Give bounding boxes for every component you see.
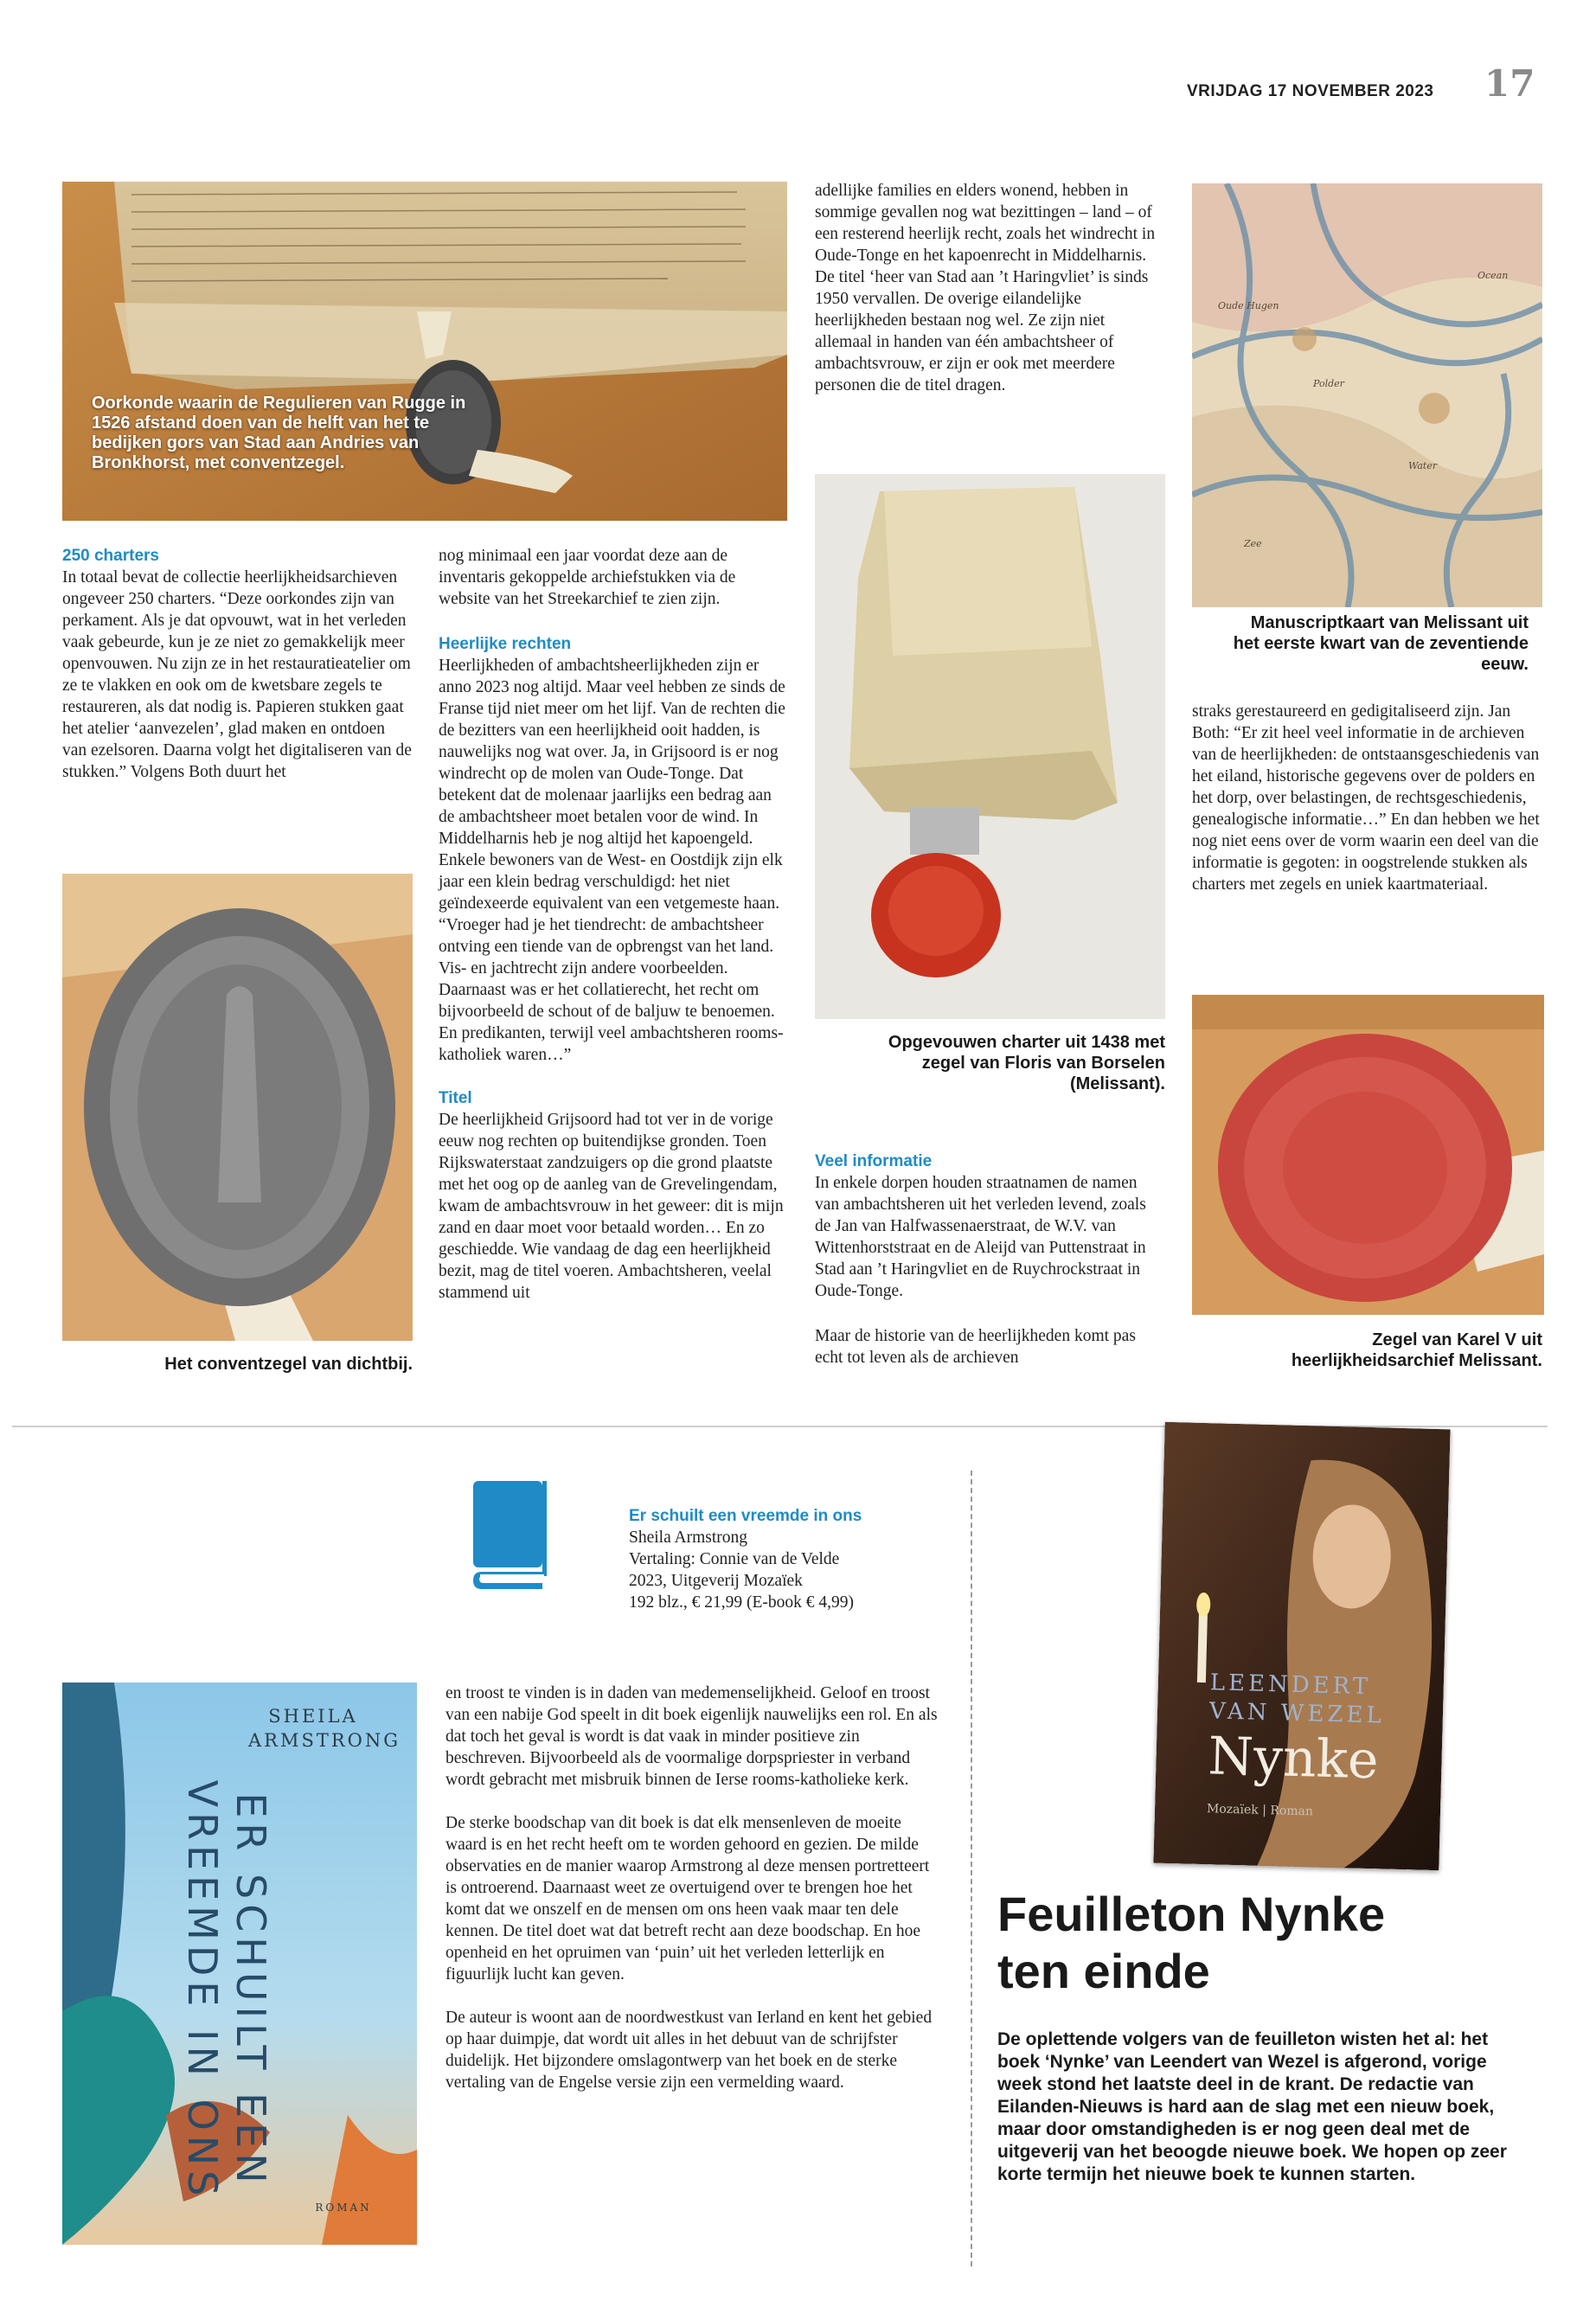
- map-label-4: Water: [1408, 460, 1438, 471]
- armstrong-cover-title: ER SCHUILT EEN VREEMDE IN ONS: [179, 1779, 274, 2202]
- folded-charter-caption: Opgevouwen charter uit 1438 met zegel van Floris van Borselen (Melissant).: [888, 1033, 1165, 1093]
- map-label-5: Zee: [1244, 538, 1262, 549]
- nynke-cover-publisher: Mozaïek | Roman: [1206, 1802, 1314, 1819]
- nynke-headline-line-1: Feuilleton Nynke: [997, 1887, 1386, 1941]
- melissant-map: [1192, 183, 1542, 607]
- nynke-book-cover: [1153, 1422, 1450, 1870]
- nynke-lead: De oplettende volgers van de feuilleton wisten het al: het boek ‘Nynke’ van Leendert van Wezel is afgerond, vorige week stond het laatste deel in de krant. De redactie van Eilanden-Nieuws is hard aan de slag met een nieuw boek, maar door omstandigheden is er nog geen deal met de uitgeverij van het beoogde nieuwe boek. We hopen op zeer korte termijn het nieuwe boek te kunnen starten.: [997, 2029, 1507, 2184]
- review-paragraph-1: en troost te vinden is in daden van medemenselijkheid. Geloof en troost van een nabije God speelt in dit boek eigenlijk nauwelijks een rol. En als dat toch het geval is wordt is dat vaak in minder positieve zin beschreven. Bijvoorbeeld als de voormalige dorpspriester in verband wordt gebracht met misbruik binnen de Ierse rooms-katholieke kerk.: [445, 1684, 938, 1789]
- nynke-headline: [997, 1886, 1516, 2000]
- karel-seal-photo: [1192, 995, 1544, 1315]
- nynke-headline-line-2: ten einde: [997, 1944, 1210, 1998]
- col3-text-1: In enkele dorpen houden straatnamen de namen van ambachtsheren uit het verleden levend, zoals de Jan van Halfwassenaerstraat, de W.V. van Wittenhorststraat en de Aleijd van Puttenstraat in Stad aan ’t Haringvliet en de Ruychrockstraat in Oude-Tonge.: [815, 1174, 1146, 1300]
- col3-text-2: Maar de historie van de heerlijkheden komt pas echt tot leven als de archieven: [815, 1327, 1136, 1367]
- review-paragraph-2: De sterke boodschap van dit boek is dat elk mensenleven de moeite waard is en het recht heeft om te worden gehoord en gezien. De milde observaties en de manier waarop Armstrong al deze mensen portretteert is ontroerend. Daarnaast weet ze overtuigend over te brengen hoe het komt dat we onszelf en de mensen om ons heen vaak maar ten dele kennen. De titel doet wat dat betreft recht aan deze boodschap. En hoe openheid en het opruimen van ‘puin’ uit het verleden letterlijk en figuurlijk lucht kan geven.: [445, 1814, 930, 1984]
- review-details: 192 blz., € 21,99 (E-book € 4,99): [629, 1593, 854, 1612]
- charter-photo-caption: Oorkonde waarin de Regulieren van Rugge in 1526 afstand doen van de helft van het te bedijken gors van Stad aan Andries van Bronkhorst, met conventzegel.: [92, 394, 466, 472]
- seal-closeup-photo: [62, 874, 413, 1341]
- review-paragraph-3: De auteur is woont aan de noordwestkust van Ierland en kent het gebied op haar duimpje, dat wordt uit alles in het debuut van de schrijfster duidelijk. Het bijzondere omslagontwerp van het boek en de sterke vertaling van de Engelse versie zijn een vermelding waard.: [445, 2009, 933, 2092]
- charter-photo: [62, 182, 787, 521]
- review-author: Sheila Armstrong: [629, 1529, 748, 1547]
- subhead-veel-informatie: Veel informatie: [815, 1152, 933, 1170]
- col2-text-1: nog minimaal een jaar voordat deze aan de inventaris gekoppelde archiefstukken via de website van het Streekarchief te zien zijn.: [439, 547, 736, 608]
- review-publisher: 2023, Uitgeverij Mozaïek: [629, 1572, 803, 1590]
- subhead-titel: Titel: [439, 1089, 472, 1107]
- subhead-heerlijke-rechten: Heerlijke rechten: [439, 635, 572, 653]
- book-icon: [465, 1481, 551, 1589]
- nynke-cover-title: Nynke: [1207, 1726, 1380, 1791]
- col4-text: straks gerestaureerd en gedigitaliseerd zijn. Jan Both: “Er zit heel veel informatie in de archieven van de heerlijkheden: de ontstaansgeschiedenis van het eiland, historische gegevens over de polders en het dorp, over belastingen, de rechtsgeschiedenis, genealogische informatie…” En dan hebben we het nog niet eens over de vorm waarin een deel van die informatie is gegoten: in oogstrelende stukken als charters met zegels en uniek kaartmateriaal.: [1192, 702, 1540, 894]
- col2-text-3: De heerlijkheid Grijsoord had tot ver in de vorige eeuw nog rechten op buitendijkse gronden. Toen Rijkswaterstaat zandzuigers op die grond plaatste met het oog op de aanleg van de Grevelingendam, kwam de ambachtsvrouw in het geweer: dit is mijn zand en daar moet voor betaald worden… En zo geschiedde. Wie vandaag de dag een heerlijkheid bezit, mag de titel voeren. Ambachtsheren, veelal stammend uit: [439, 1111, 784, 1302]
- page-number: 17: [1484, 62, 1535, 105]
- col3-top-text: adellijke families en elders wonend, hebben in sommige gevallen nog wat bezittingen – land – of een resterend heerlijk recht, zoals het windrecht in Oude-Tonge en het kapoenrecht in Middelharnis. De titel ‘heer van Stad aan ’t Haringvliet’ is sinds 1950 vervallen. De overige eilandelijke heerlijkheden bestaan nog wel. Ze zijn niet allemaal in handen van één ambachtsheer of ambachtsvrouw, er zijn er ook met meerdere personen die de titel dragen.: [815, 182, 1156, 394]
- karel-seal-caption: Zegel van Karel V uit heerlijkheidsarchief Melissant.: [1291, 1330, 1542, 1370]
- nynke-cover-author-1: LEENDERT: [1209, 1670, 1372, 1701]
- subhead-250-charters: 250 charters: [62, 547, 159, 565]
- folded-charter-photo: [815, 474, 1165, 1019]
- review-book-title: Er schuilt een vreemde in ons: [629, 1507, 862, 1525]
- col2-text-2: Heerlijkheden of ambachtsheerlijkheden zijn er anno 2023 nog altijd. Maar veel hebben ze sinds de Franse tijd niet meer om het lijf. Van de rechten die de bezitters van een heerlijkheid ooit hadden, is nauwelijks nog wat over. Ja, in Grijsoord is er nog windrecht op de molen van Oude-Tonge. Dat betekent dat de molenaar jaarlijks een bedrag aan de ambachtsheer moet betalen voor de wind. In Middelharnis heb je nog altijd het kapoengeld. Enkele bewoners van de West- en Oostdijk zijn elk jaar een klein bedrag verschuldigd: het niet geïndexeerde equivalent van een vetgemeste haan. “Vroeger had je het tiendrecht: de ambachtsheer ontving een tiende van de opbrengst van het land. Vis- en jachtrecht zijn andere voorbeelden. Daarnaast was er het collatierecht, het recht om bijvoorbeeld de schout of de baljuw te benoemen. En predikanten, terwijl veel ambachtsheren rooms-katholiek waren…”: [439, 657, 785, 1064]
- review-translation: Vertaling: Connie van de Velde: [629, 1550, 840, 1568]
- seal-closeup-caption: Het conventzegel van dichtbij.: [164, 1355, 413, 1374]
- map-label-1: Oude Hugen: [1218, 300, 1279, 311]
- armstrong-book-cover: [62, 1682, 417, 2245]
- map-caption: Manuscriptkaart van Melissant uit het eerste kwart van de zeventiende eeuw.: [1233, 613, 1529, 674]
- nynke-cover-author-2: VAN WEZEL: [1208, 1698, 1386, 1729]
- col1-text: In totaal bevat de collectie heerlijkheidsarchieven ongeveer 250 charters. “Deze oorkondes zijn van perkament. Als je dat opvouwt, wat in het verleden vaak gebeurde, kun je ze niet zo gemakkelijk meer openvouwen. Nu zijn ze in het restauratieatelier om ze te vlakken en ook om de kwetsbare zegels te restaureren, als dat nodig is. Papieren stukken gaat het atelier ‘aanvezelen’, glad maken en ontdoen van ezelsoren. Daarna volgt het digitaliseren van de stukken.” Volgens Both duurt het: [62, 568, 412, 781]
- review-body: [445, 1682, 943, 2093]
- armstrong-cover-genre: ROMAN: [315, 2202, 372, 2214]
- map-label-3: Ocean: [1477, 270, 1509, 281]
- page-date: VRIJDAG 17 NOVEMBER 2023: [1187, 82, 1434, 100]
- map-label-2: Polder: [1313, 378, 1344, 389]
- vertical-divider: [971, 1471, 972, 2266]
- armstrong-cover-author: SHEILA ARMSTRONG: [248, 1706, 401, 1751]
